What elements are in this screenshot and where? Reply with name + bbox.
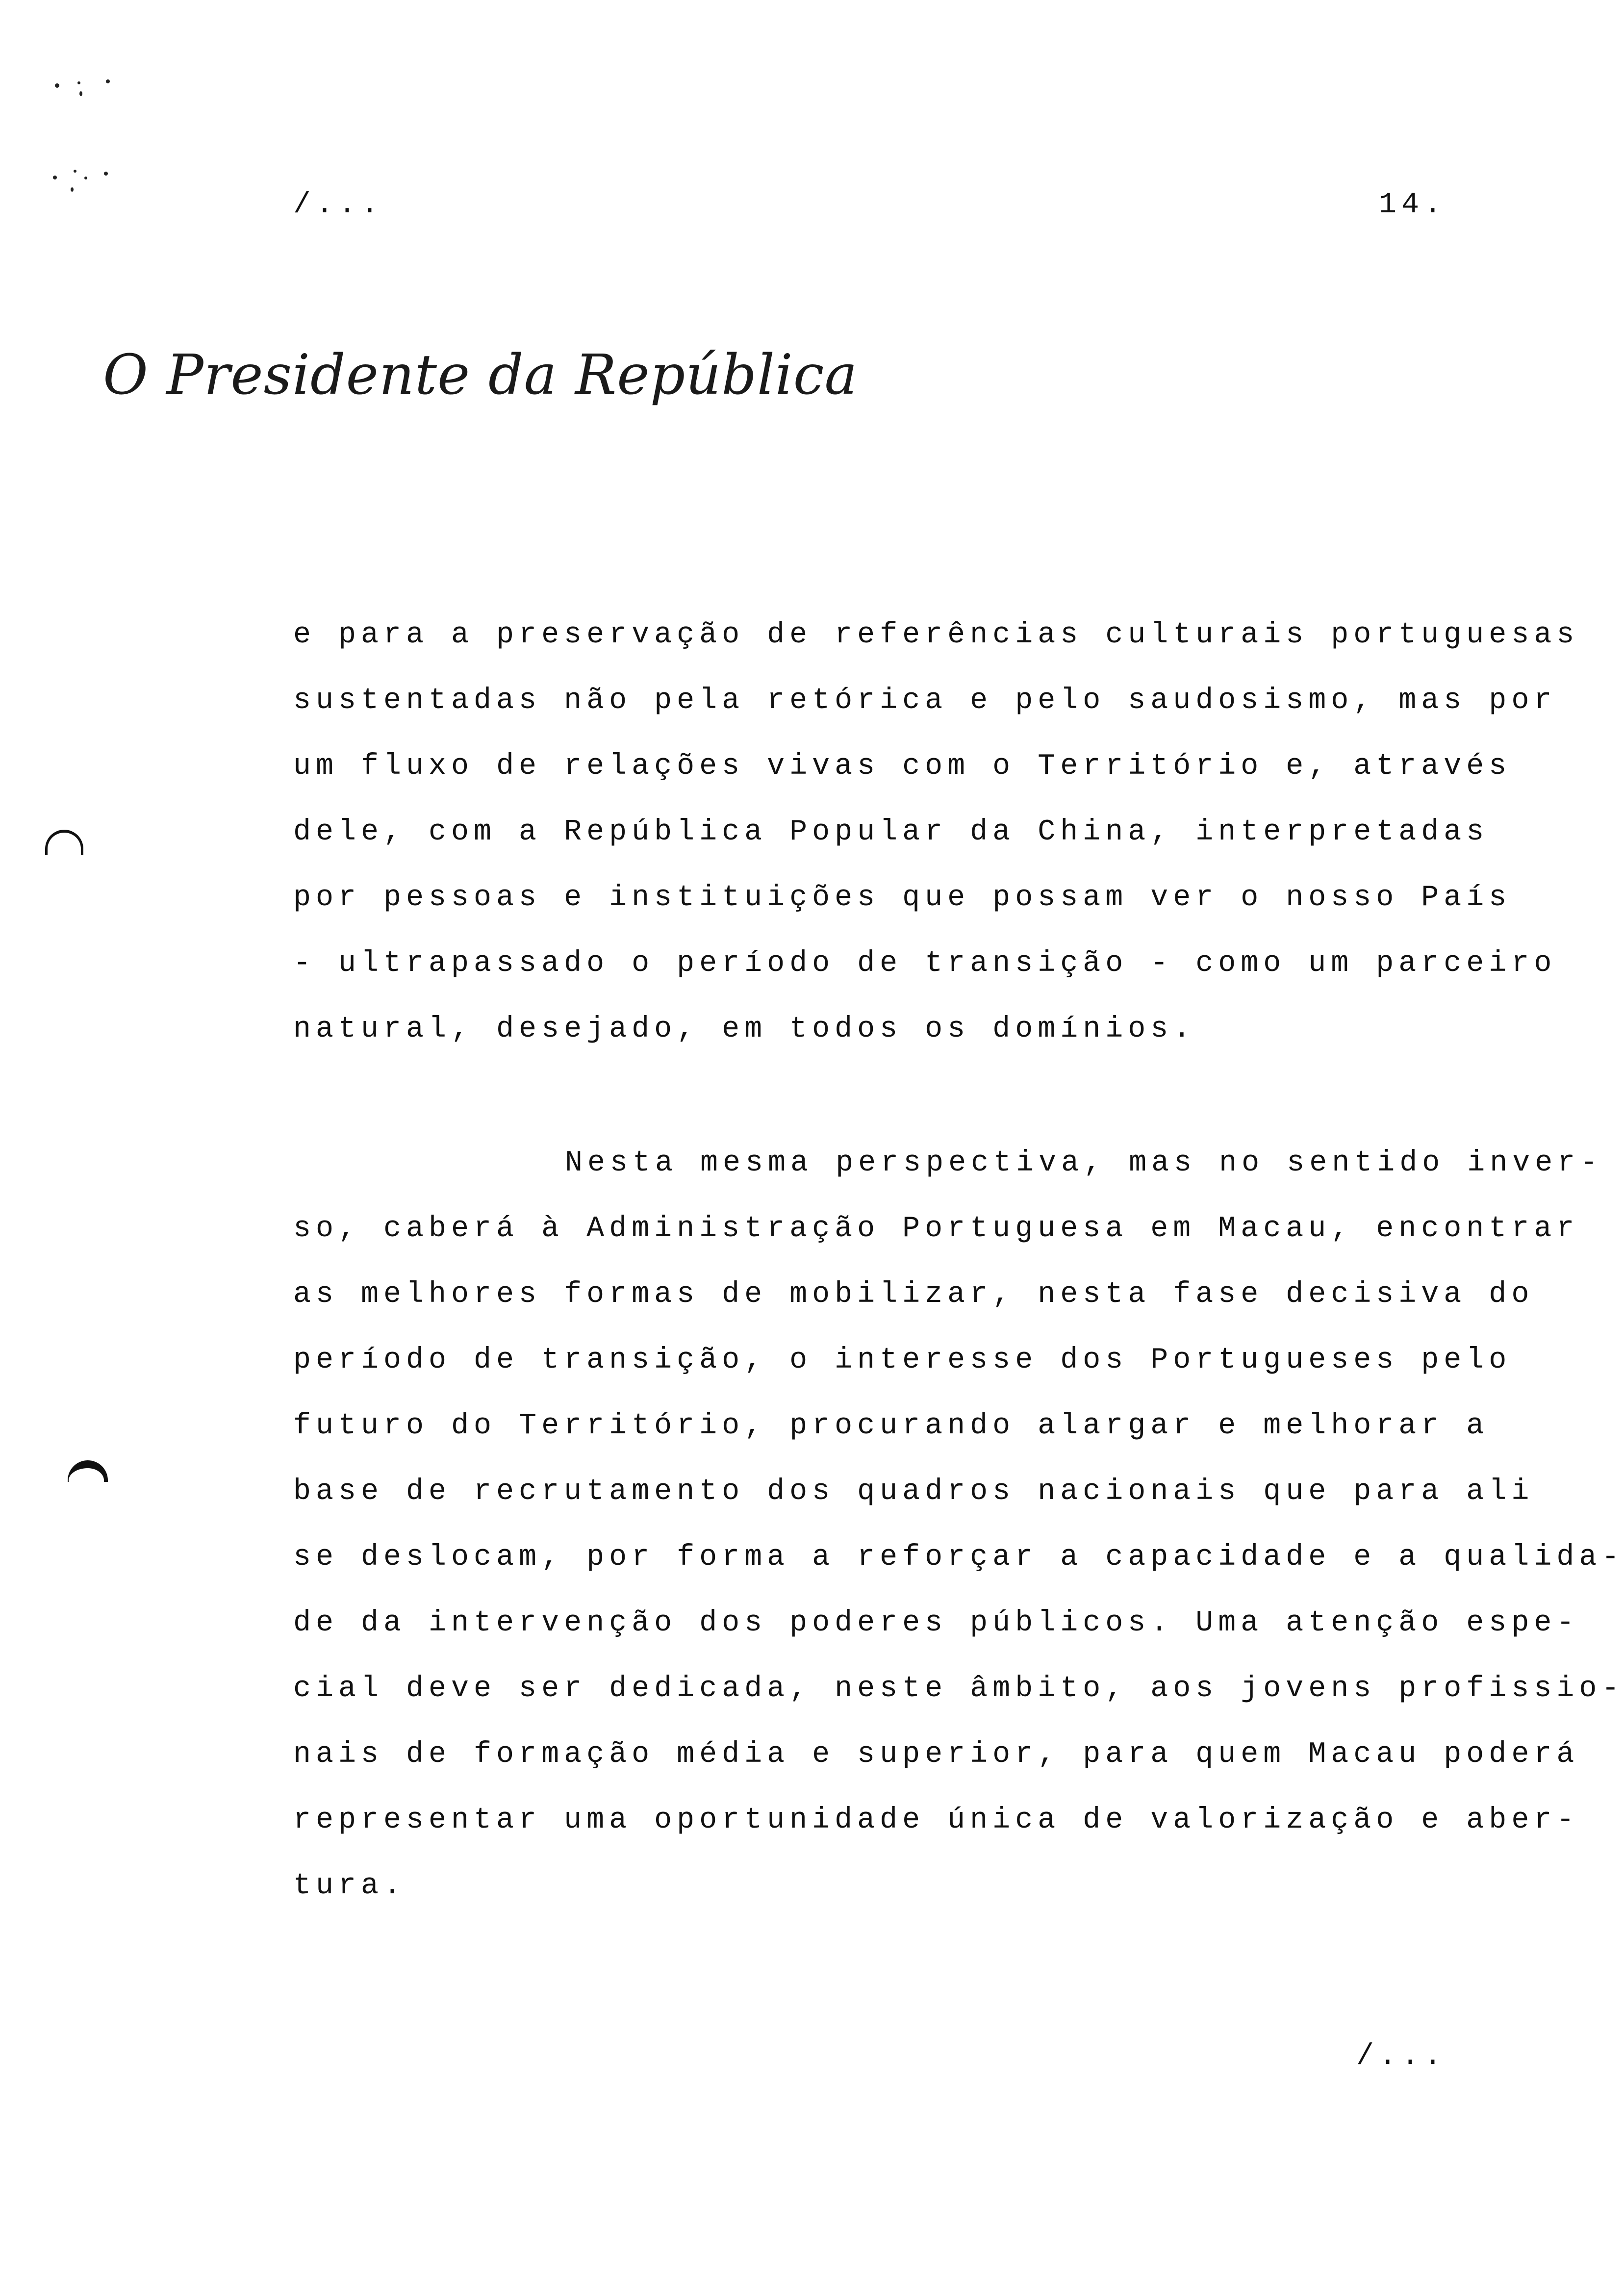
text-line: tura. (293, 1869, 406, 1903)
text-line: cial deve ser dedicada, neste âmbito, aos jovens profissio- (293, 1672, 1624, 1706)
header-continuation-mark: /... (293, 188, 384, 222)
text-line: as melhores formas de mobilizar, nesta fase decisiva do (293, 1278, 1534, 1311)
hole-punch-mark-upper (45, 830, 83, 855)
paragraph-2 (293, 1130, 1624, 1919)
text-line: nais de formação média e superior, para quem Macau poderá (293, 1738, 1579, 1771)
text-line: natural, desejado, em todos os domínios. (293, 1013, 1196, 1046)
text-line: futuro do Território, procurando alargar e melhorar a (293, 1409, 1489, 1443)
letterhead-title: O Presidente da República (103, 343, 858, 407)
text-line: por pessoas e instituições que possam ver o nosso País (293, 881, 1512, 915)
text-line: Nesta mesma perspectiva, mas no sentido inver- (565, 1146, 1603, 1180)
text-line: representar uma oportunidade única de valorização e aber- (293, 1804, 1579, 1837)
scan-specks (49, 74, 118, 201)
page-number: 14. (1378, 188, 1446, 222)
paragraph-1 (293, 602, 1579, 1062)
text-line: - ultrapassado o período de transição - como um parceiro (293, 947, 1557, 980)
text-line: so, caberá à Administração Portuguesa em Macau, encontrar (293, 1212, 1579, 1246)
text-line: um fluxo de relações vivas com o Território e, através (293, 750, 1512, 783)
footer-continuation-mark: /... (1356, 2040, 1446, 2073)
text-line: sustentadas não pela retórica e pelo saudosismo, mas por (293, 684, 1557, 717)
text-line: base de recrutamento dos quadros nacionais que para ali (293, 1475, 1534, 1508)
text-line: período de transição, o interesse dos Portugueses pelo (293, 1344, 1512, 1377)
text-line: e para a preservação de referências culturais portuguesas (293, 618, 1579, 652)
text-line: de da intervenção dos poderes públicos. Uma atenção espe- (293, 1606, 1579, 1640)
text-line: dele, com a República Popular da China, interpretadas (293, 815, 1489, 849)
hole-punch-mark-lower (68, 1460, 108, 1482)
text-line: se deslocam, por forma a reforçar a capacidade e a qualida- (293, 1541, 1624, 1574)
